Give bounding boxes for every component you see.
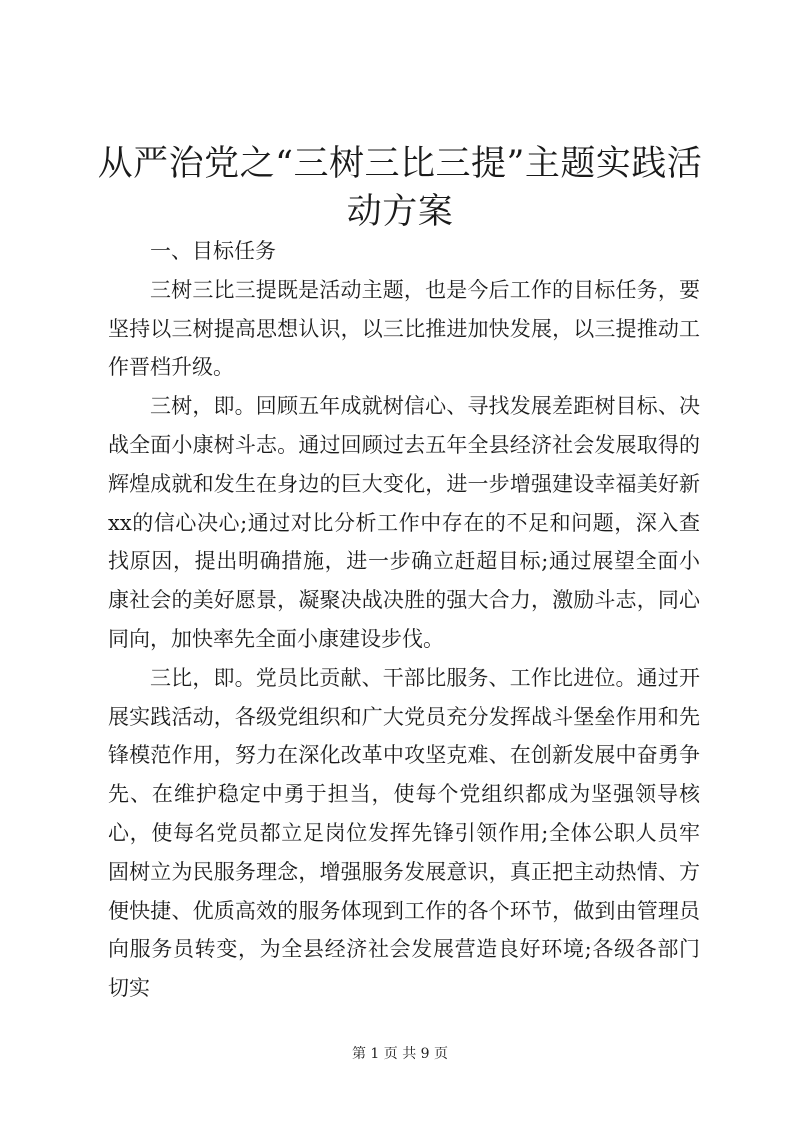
paragraph: 三比，即。党员比贡献、干部比服务、工作比进位。通过开展实践活动，各级党组织和广大党员充分发挥战斗堡垒作用和先锋模范作用，努力在深化改革中攻坚克难、在创新发展中奋勇争先、在维护稳定中勇于担当，使每个党组织都成为坚强领导核心，使每名党员都立足岗位发挥先锋引领作用;全体公职人员牢固树立为民服务理念，增强服务发展意识，真正把主动热情、方便快捷、优质高效的服务体现到工作的各个环节，做到由管理员向服务员转变，为全县经济社会发展营造良好环境;各级各部门切实 bbox=[108, 665, 700, 1001]
page-number-footer: 第 1 页 共 9 页 bbox=[351, 1046, 449, 1062]
paragraph: 三树三比三提既是活动主题，也是今后工作的目标任务，要坚持以三树提高思想认识，以三比推进加快发展，以三提推动工作晋档升级。 bbox=[108, 277, 700, 380]
document-body bbox=[108, 232, 700, 1008]
section-heading: 一、目标任务 bbox=[150, 239, 276, 263]
document-title: 从严治党之“三树三比三提”主题实践活动方案 bbox=[97, 144, 703, 232]
paragraph: 三树，即。回顾五年成就树信心、寻找发展差距树目标、决战全面小康树斗志。通过回顾过去五年全县经济社会发展取得的辉煌成就和发生在身边的巨大变化，进一步增强建设幸福美好新xx的信心决心;通过对比分析工作中存在的不足和问题，深入查找原因，提出明确措施，进一步确立赶超目标;通过展望全面小康社会的美好愿景，凝聚决战决胜的强大合力，激励斗志，同心同向，加快率先全面小康建设步伐。 bbox=[108, 394, 700, 651]
